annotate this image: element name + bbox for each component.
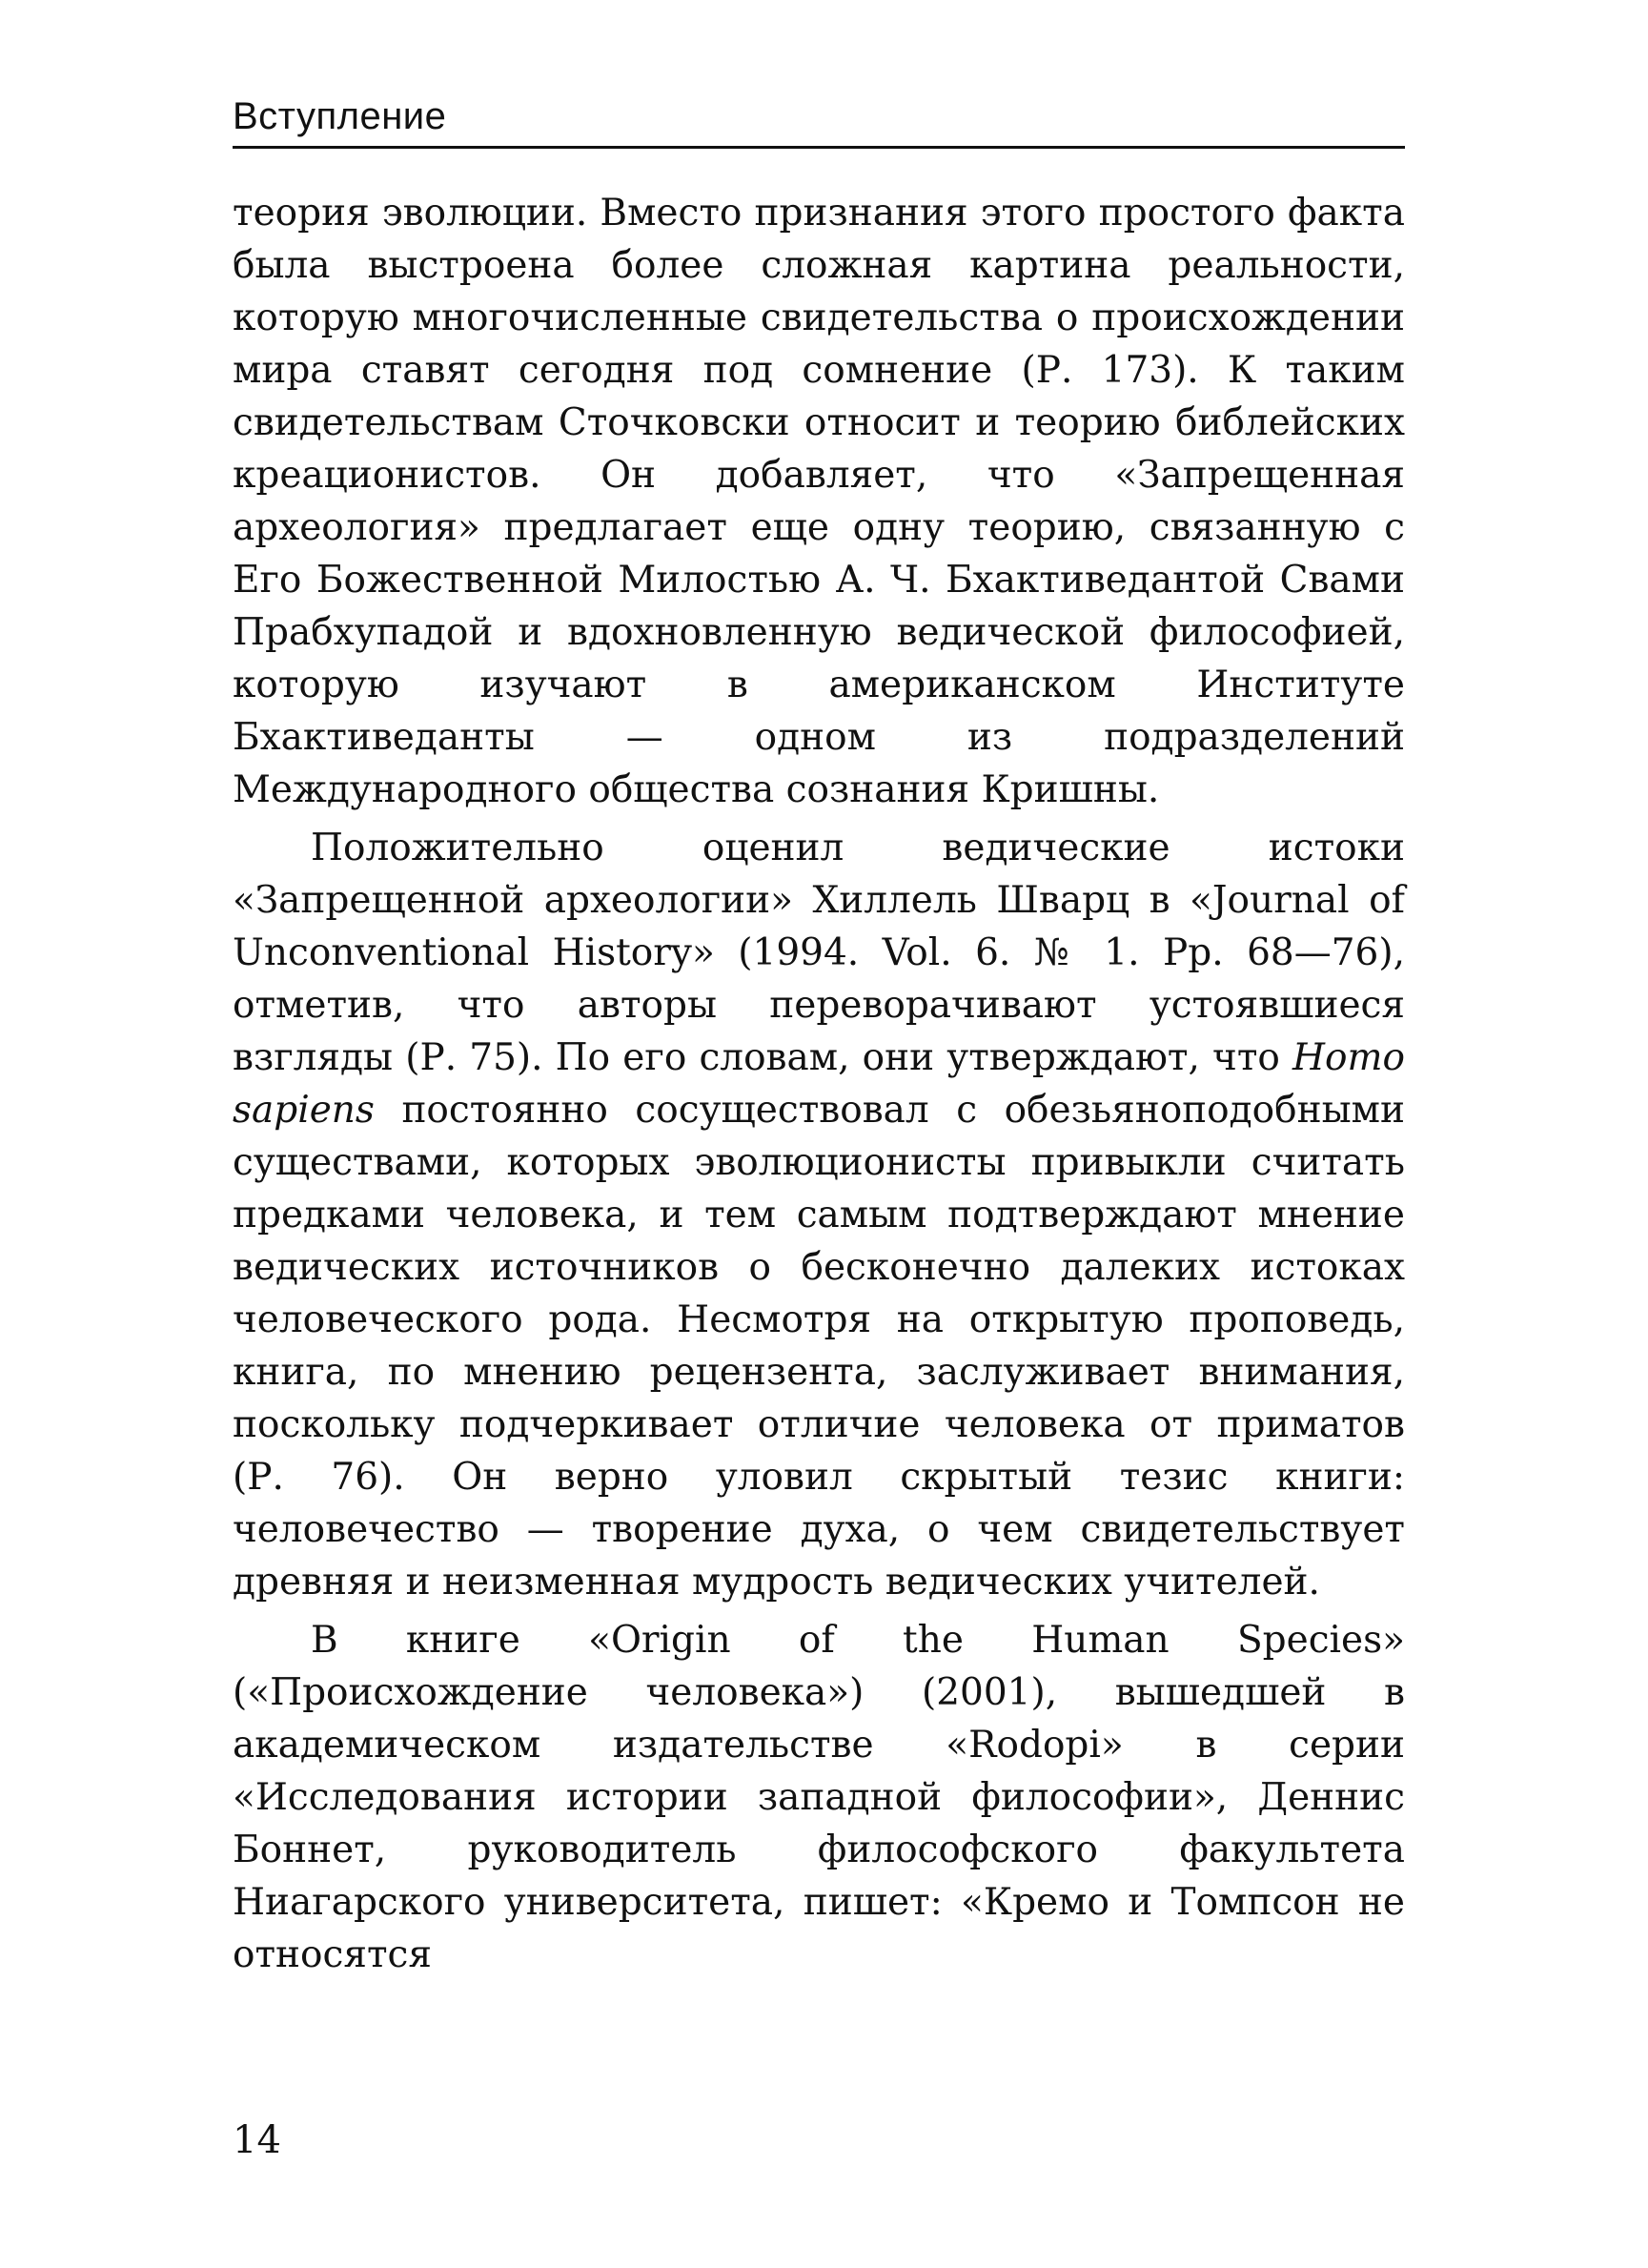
text-run: теория эволюции. Вместо признания этого простого факта была выстроена более сложная картина реальности, которую многочисленные свидетельства о происхождении мира ставят сегодня под сомнение (Р. 173). К таким свидетельствам Сточковски относит и теорию библейских креационистов. Он добавляет, что «Запрещенная археология» предлагает еще одну теорию, связанную с Его Божественной Милостью А. Ч. Бхактиведантой Свами Прабхупадой и вдохновленную ведической философией, которую изучают в американском Институте Бхактиведанты — одном из подразделений Международного общества сознания Кришны.: [233, 192, 1405, 811]
italic-term: Homo sapiens: [233, 1036, 1405, 1132]
paragraph: [233, 822, 1405, 1608]
running-header: Вступление: [233, 95, 1405, 149]
body-text: [233, 187, 1405, 1981]
text-run: постоянно сосуществовал с обезьяноподобными существами, которых эволюционисты привыкли считать предками человека, и тем самым подтверждают мнение ведических источников о бесконечно далеких истоках человеческого рода. Несмотря на открытую проповедь, книга, по мнению рецензента, заслуживает внимания, поскольку подчеркивает отличие человека от приматов (Р. 76). Он верно уловил скрытый тезис книги: человечество — творение духа, о чем свидетельствует древняя и неизменная мудрость ведических учителей.: [233, 1089, 1405, 1604]
text-run: Положительно оценил ведические истоки «Запрещенной археологии» Хиллель Шварц в «Journal of Unconventional History» (1994. Vol. 6. № 1. Pp. 68—76), отметив, что авторы переворачивают устоявшиеся взгляды (Р. 75). По его словам, они утверждают, что: [233, 827, 1405, 1079]
paragraph: [233, 1614, 1405, 1981]
page-number: 14: [233, 2118, 281, 2162]
text-run: В книге «Origin of the Human Species» («Происхождение человека») (2001), вышедшей в академическом издательстве «Rodopi» в серии «Исследования истории западной философии», Деннис Боннет, руководитель философского факультета Ниагарского университета, пишет: «Кремо и Томпсон не относятся: [233, 1619, 1405, 1976]
paragraph: [233, 187, 1405, 816]
